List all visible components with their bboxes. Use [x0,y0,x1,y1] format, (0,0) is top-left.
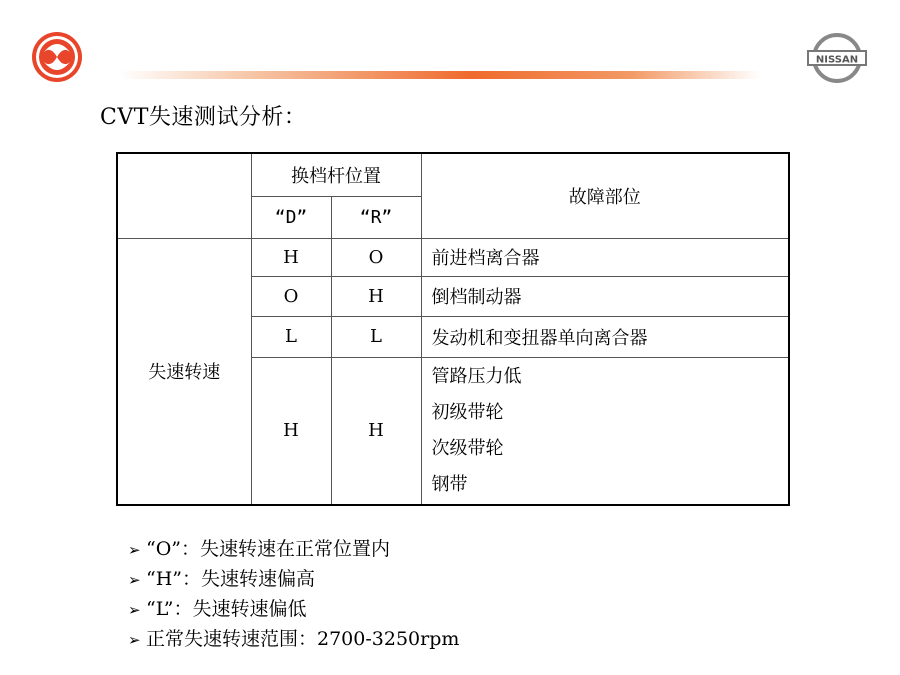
dongfeng-logo-icon [30,30,84,84]
note-item [128,564,459,594]
col-group-header: 换档杆位置 [251,153,421,196]
page-title: CVT失速测试分析： [100,105,307,130]
note-item [128,594,459,624]
note-text: “H”：失速转速偏高 [146,568,315,590]
cell-fault: 发动机和变扭器单向离合器 [421,316,789,357]
col-d-header: “D” [251,196,331,238]
note-text: 正常失速转速范围：2700-3250rpm [146,628,460,650]
notes-list [128,534,459,654]
header-gradient-bar [120,71,760,79]
arrow-bullet-icon: ➢ [128,541,141,559]
cell-d: H [251,357,331,505]
cell-d: L [251,316,331,357]
cell-r: L [331,316,421,357]
nissan-logo-text: NISSAN [815,54,859,66]
cell-r: H [331,276,421,316]
cell-r: O [331,238,421,276]
note-item [128,534,459,564]
cell-fault: 前进档离合器 [421,238,789,276]
arrow-bullet-icon: ➢ [128,631,141,649]
note-item [128,624,459,654]
cell-r: H [331,357,421,505]
note-text: “O”：失速转速在正常位置内 [146,538,391,560]
arrow-bullet-icon: ➢ [128,571,141,589]
stall-test-table [116,152,790,506]
cell-d: H [251,238,331,276]
fault-item: 次级带轮 [431,437,504,459]
fault-item: 初级带轮 [431,401,504,423]
table-corner-cell [117,153,251,238]
cell-d: O [251,276,331,316]
cell-fault: 倒档制动器 [421,276,789,316]
row-group-label: 失速转速 [117,238,251,505]
note-text: “L”：失速转速偏低 [146,598,307,620]
col-r-header: “R” [331,196,421,238]
fault-item: 钢带 [431,473,468,495]
fault-item: 管路压力低 [431,365,522,387]
cell-fault-list [421,357,789,505]
fault-header: 故障部位 [421,153,789,238]
arrow-bullet-icon: ➢ [128,601,141,619]
table-row [117,238,789,276]
nissan-logo [806,32,868,84]
